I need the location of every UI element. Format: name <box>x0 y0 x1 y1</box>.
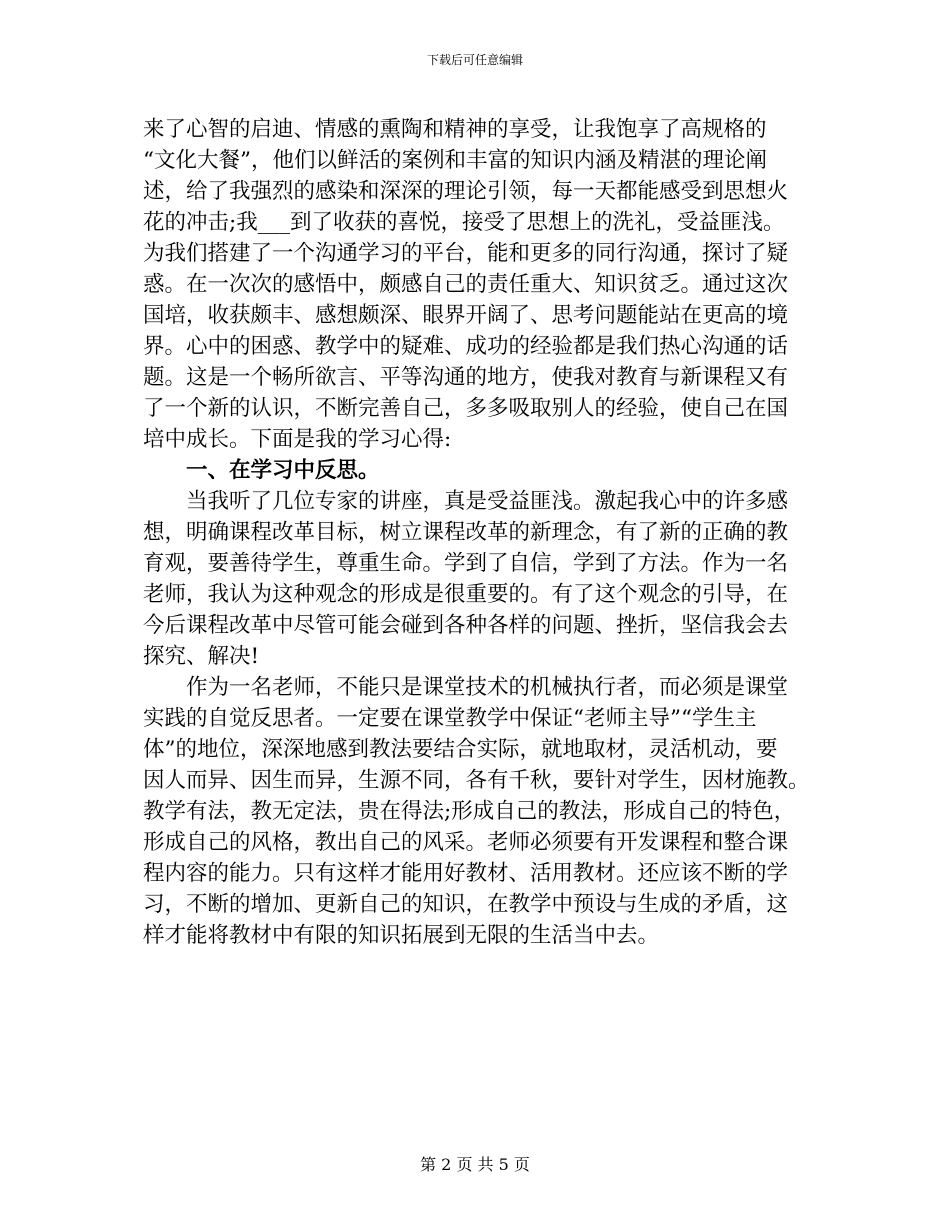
text-line: 国培，收获颇丰、感想颇深、眼界开阔了、思考问题能站在更高的境 <box>143 303 789 328</box>
text-line: 界。心中的困惑、教学中的疑难、成功的经验都是我们热心沟通的话 <box>143 334 789 359</box>
text-line: 想，明确课程改革目标，树立课程改革的新理念，有了新的正确的教 <box>143 520 789 545</box>
text-line: 惑。在一次次的感悟中，颇感自己的责任重大、知识贫乏。通过这次 <box>143 272 789 297</box>
text-line: 述，给了我强烈的感染和深深的理论引领，每一天都能感受到思想火 <box>143 179 789 204</box>
text-line: 老师，我认为这种观念的形成是很重要的。有了这个观念的引导，在 <box>143 582 789 607</box>
text-line: 花的冲击;我___到了收获的喜悦，接受了思想上的洗礼，受益匪浅。 <box>143 210 785 235</box>
text-line: 当我听了几位专家的讲座，真是受益匪浅。激起我心中的许多感 <box>186 489 789 514</box>
text-line: 育观，要善待学生，尊重生命。学到了自信，学到了方法。作为一名 <box>143 551 789 576</box>
paragraph-teacher-role <box>143 672 813 951</box>
document-body <box>143 114 813 951</box>
text-line: 今后课程改革中尽管可能会碰到各种各样的问题、挫折，坚信我会去 <box>143 613 789 638</box>
text-line: 实践的自觉反思者。一定要在课堂教学中保证“老师主导”“学生主 <box>143 706 757 731</box>
text-line: 作为一名老师，不能只是课堂技术的机械执行者，而必须是课堂 <box>186 675 789 700</box>
text-line: 为我们搭建了一个沟通学习的平台，能和更多的同行沟通，探讨了疑 <box>143 241 789 266</box>
text-line: 来了心智的启迪、情感的熏陶和精神的享受，让我饱享了高规格的 <box>143 117 767 142</box>
text-line: 教学有法，教无定法，贵在得法;形成自己的教法，形成自己的特色， <box>143 799 796 824</box>
text-line: 样才能将教材中有限的知识拓展到无限的生活当中去。 <box>143 923 660 948</box>
text-line: 培中成长。下面是我的学习心得: <box>143 427 452 452</box>
section-heading: 一、在学习中反思。 <box>186 458 380 483</box>
text-line: 因人而异、因生而异，生源不同，各有千秋，要针对学生，因材施教。 <box>143 768 810 793</box>
text-line: “文化大餐”，他们以鲜活的案例和丰富的知识内涵及精湛的理论阐 <box>143 148 767 173</box>
paragraph-reflection <box>143 486 813 672</box>
text-line: 题。这是一个畅所欲言、平等沟通的地方，使我对教育与新课程又有 <box>143 365 789 390</box>
text-line: 探究、解决! <box>143 644 260 669</box>
text-line: 了一个新的认识，不断完善自己，多多吸取别人的经验，使自己在国 <box>143 396 789 421</box>
paragraph-intro <box>143 114 813 455</box>
text-line: 习，不断的增加、更新自己的知识，在教学中预设与生成的矛盾，这 <box>143 892 789 917</box>
page-number: 第 2 页 共 5 页 <box>420 1155 530 1174</box>
text-line: 形成自己的风格，教出自己的风采。老师必须要有开发课程和整合课 <box>143 830 789 855</box>
text-line: 程内容的能力。只有这样才能用好教材、活用教材。还应该不断的学 <box>143 861 789 886</box>
text-line: 体”的地位，深深地感到教法要结合实际，就地取材，灵活机动，要 <box>143 737 778 762</box>
page-header-note: 下载后可任意编辑 <box>426 53 523 67</box>
